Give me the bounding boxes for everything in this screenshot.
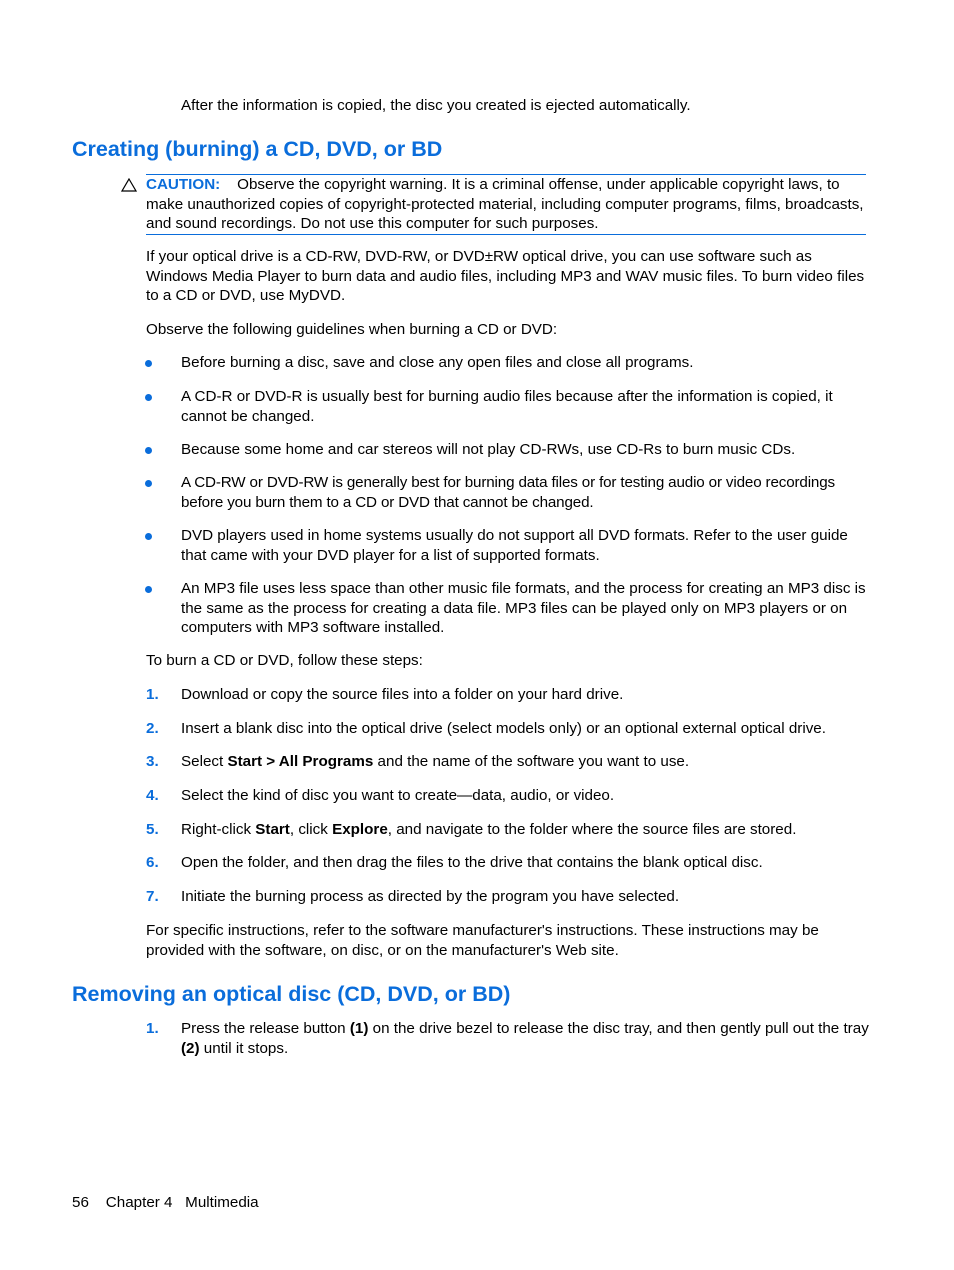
bullet-dot-icon (145, 533, 152, 540)
bullet-item: Because some home and car stereos will not play CD-RWs, use CD-Rs to burn music CDs. (181, 441, 796, 458)
bullet-item: A CD-RW or DVD-RW is generally best for burning data files or for testing audio or video recordings before you burn them to a CD or DVD that cannot be changed. (181, 474, 835, 511)
step-number: 7. (146, 888, 159, 905)
caution-text (146, 175, 866, 234)
paragraph-specific-instructions: For specific instructions, refer to the software manufacturer's instructions. These instructions may be provided with the software, on disc, or on the manufacturer's Web site. (146, 922, 819, 959)
bullet-item: An MP3 file uses less space than other music file formats, and the process for creating an MP3 disc is the same as the process for creating a data file. MP3 files can be played only on MP3 players or on computers with MP3 software installed. (181, 580, 866, 637)
paragraph-steps-intro: To burn a CD or DVD, follow these steps: (146, 652, 423, 669)
step-number: 1. (146, 1020, 159, 1037)
step-number: 2. (146, 720, 159, 737)
step-number: 1. (146, 686, 159, 703)
step-number: 6. (146, 854, 159, 871)
paragraph-guidelines-intro: Observe the following guidelines when burning a CD or DVD: (146, 321, 558, 338)
section-heading-burning: Creating (burning) a CD, DVD, or BD (72, 137, 443, 161)
bullet-item: DVD players used in home systems usually do not support all DVD formats. Refer to the user guide that came with your DVD player for a list of supported formats. (181, 527, 848, 564)
step-text: Initiate the burning process as directed by the program you have selected. (181, 888, 680, 905)
intro-line: After the information is copied, the disc you created is ejected automatically. (181, 97, 691, 114)
footer-chapter-title: Multimedia (185, 1194, 259, 1211)
bullet-dot-icon (145, 480, 152, 487)
step-number: 3. (146, 753, 159, 770)
bullet-item: A CD-R or DVD-R is usually best for burning audio files because after the information is copied, it cannot be changed. (181, 388, 833, 425)
page-number: 56 (72, 1194, 89, 1211)
step-text: Press the release button (1) on the drive bezel to release the disc tray, and then gently pull out the tray (2) until it stops. (181, 1020, 869, 1057)
step-text: Select Start > All Programs and the name of the software you want to use. (181, 753, 690, 770)
bullet-dot-icon (145, 394, 152, 401)
bullet-item: Before burning a disc, save and close any open files and close all programs. (181, 354, 694, 371)
step-text: Download or copy the source files into a folder on your hard drive. (181, 686, 624, 703)
step-text: Open the folder, and then drag the files to the drive that contains the blank optical disc. (181, 854, 763, 871)
caution-label: CAUTION: (146, 176, 221, 193)
footer-chapter: Chapter 4 (105, 1194, 173, 1211)
step-number: 5. (146, 821, 159, 838)
step-text: Right-click Start, click Explore, and navigate to the folder where the source files are stored. (181, 821, 797, 838)
bullet-dot-icon (145, 360, 152, 367)
paragraph-optical-drive: If your optical drive is a CD-RW, DVD-RW, or DVD±RW optical drive, you can use software such as Windows Media Player to burn data and audio files, including MP3 and WAV music files. To burn video files to a CD or DVD, use MyDVD. (146, 248, 865, 305)
bullet-dot-icon (145, 447, 152, 454)
page-footer (72, 1193, 259, 1213)
warning-triangle-icon (121, 178, 137, 192)
bullet-dot-icon (145, 586, 152, 593)
step-text: Insert a blank disc into the optical drive (select models only) or an optional external optical drive. (181, 720, 826, 737)
step-text: Select the kind of disc you want to create—data, audio, or video. (181, 787, 615, 804)
section-heading-removing: Removing an optical disc (CD, DVD, or BD) (72, 982, 511, 1006)
caution-body: Observe the copyright warning. It is a criminal offense, under applicable copyright laws, to make unauthorized copies of copyright-protected material, including computer programs, films, broadcasts, and sound recordings. Do not use this computer for such purposes. (146, 176, 864, 233)
step-number: 4. (146, 787, 159, 804)
